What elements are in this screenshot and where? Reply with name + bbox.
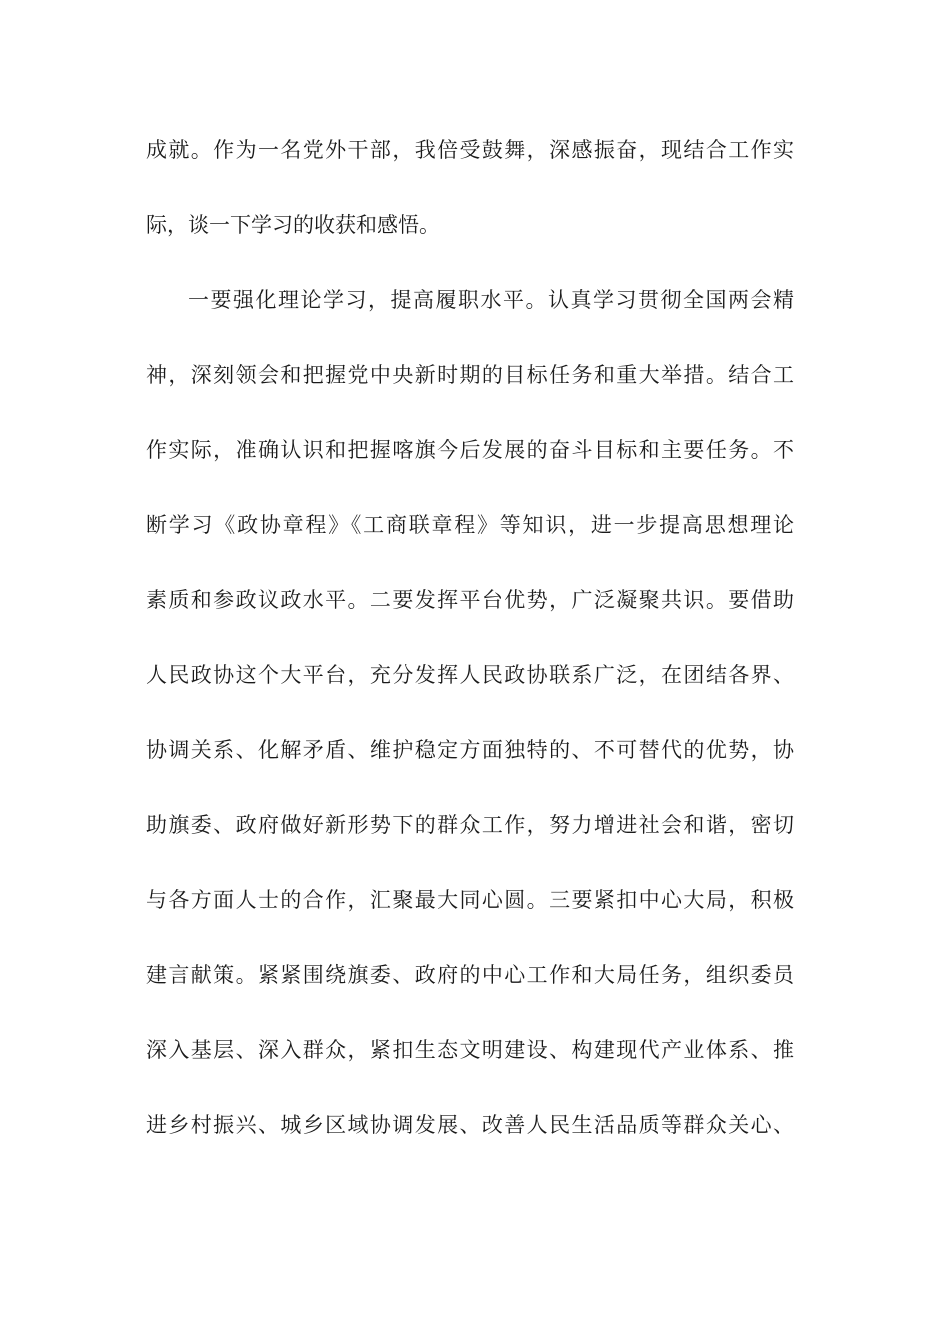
text-line-6: 断学习《政协章程》《工商联章程》等知识，进一步提高思想理论	[146, 513, 794, 537]
text-line-11: 与各方面人士的合作，汇聚最大同心圆。三要紧扣中心大局，积极	[146, 888, 794, 912]
text-line-13: 深入基层、深入群众，紧扣生态文明建设、构建现代产业体系、推	[146, 1038, 794, 1062]
text-line-3: 一要强化理论学习，提高履职水平。认真学习贯彻全国两会精	[188, 288, 794, 312]
text-line-10: 助旗委、政府做好新形势下的群众工作，努力增进社会和谐，密切	[146, 813, 794, 837]
text-line-4: 神，深刻领会和把握党中央新时期的目标任务和重大举措。结合工	[146, 363, 794, 387]
text-line-8: 人民政协这个大平台，充分发挥人民政协联系广泛，在团结各界、	[146, 663, 794, 687]
text-line-2: 际，谈一下学习的收获和感悟。	[146, 213, 440, 237]
text-line-14: 进乡村振兴、城乡区域协调发展、改善人民生活品质等群众关心、	[146, 1113, 794, 1137]
text-line-9: 协调关系、化解矛盾、维护稳定方面独特的、不可替代的优势，协	[146, 738, 794, 762]
text-line-1: 成就。作为一名党外干部，我倍受鼓舞，深感振奋，现结合工作实	[146, 138, 794, 162]
text-line-12: 建言献策。紧紧围绕旗委、政府的中心工作和大局任务，组织委员	[146, 963, 794, 987]
text-line-7: 素质和参政议政水平。二要发挥平台优势，广泛凝聚共识。要借助	[146, 588, 794, 612]
text-line-5: 作实际，准确认识和把握喀旗今后发展的奋斗目标和主要任务。不	[146, 438, 794, 462]
